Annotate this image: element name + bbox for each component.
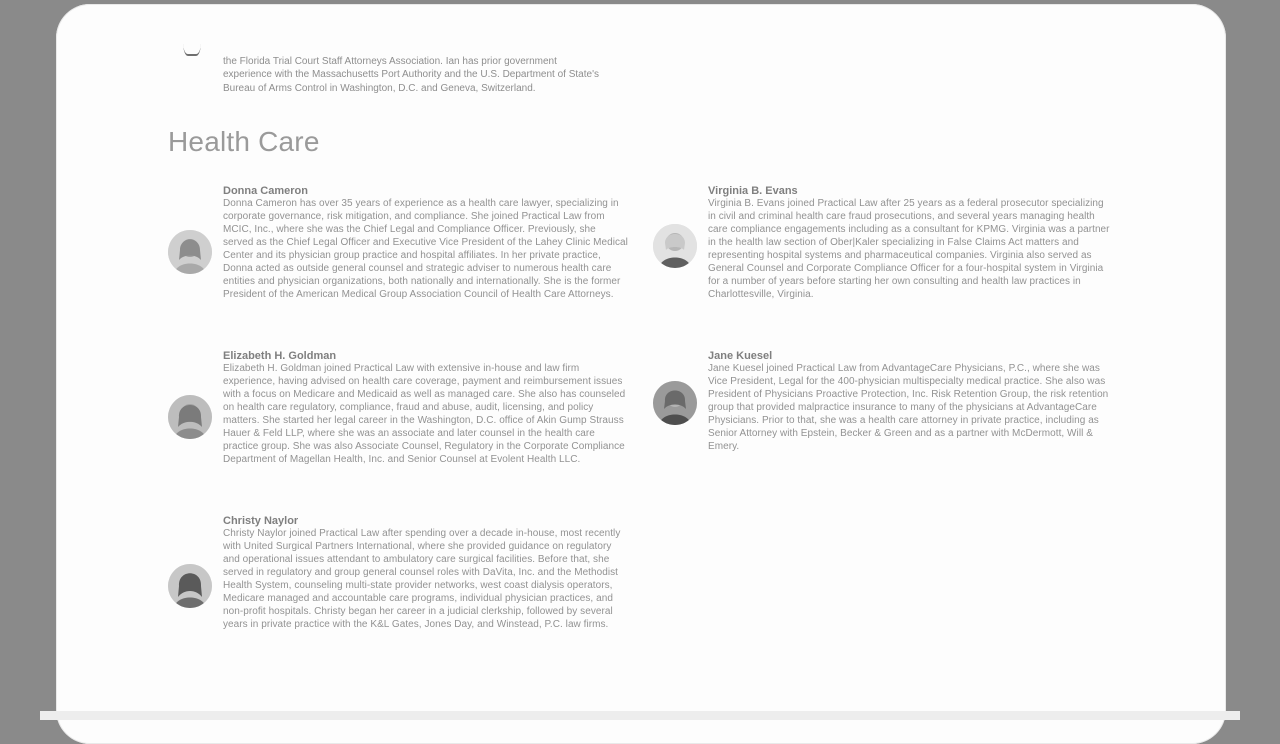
document-page	[56, 4, 1226, 744]
person-bio: Jane Kuesel joined Practical Law from AdvantageCare Physicians, P.C., where she was Vice President, Legal for the 400-physician multispecialty medical practice. She also was President of Physicians Proactive Protection, Inc. Risk Retention Group, the risk retention group that provided malpractice insurance to many of the physicians at AdvantageCare Physicians. Prior to that, she was a health care attorney in private practice, including as Senior Attorney with Epstein, Becker & Green and as a partner with McDermott, Will & Emery.	[708, 363, 1109, 452]
avatar	[168, 395, 212, 439]
previous-bio-fragment	[223, 55, 643, 95]
previous-bio-line: experience with the Massachusetts Port Authority and the U.S. Department of State's	[223, 69, 599, 81]
person-bio: Donna Cameron has over 35 years of experience as a health care lawyer, specializing in corporate governance, risk mitigation, and compliance. She joined Practical Law from MCIC, Inc., where she was the Chief Legal and Compliance Officer. Previously, she served as the Chief Legal Officer and Executive Vice President of the Lahey Clinic Medical Center and its physician group practice and hospital affiliates. In her private practice, Donna acted as outside general counsel and strategic adviser to numerous health care entities and physician organizations, both nationally and internationally. She is the former President of the American Medical Group Association Council of Health Care Attorneys.	[223, 198, 628, 300]
person-name: Elizabeth H. Goldman	[223, 350, 337, 362]
section-title: Health Care	[168, 126, 320, 157]
person-bio: Christy Naylor joined Practical Law after spending over a decade in-house, most recently with United Surgical Partners International, where she provided guidance on regulatory and operational issues attendant to ambulatory care surgical facilities. Before that, she served in regulatory and group general counsel roles with DaVita, Inc. and the Methodist Health System, counseling multi-state provider networks, west coast dialysis operators, Medicare managed and accountable care programs, individual physician practices, and non-profit hospitals. Christy began her career in a judicial clerkship, followed by several years in private practice with the K&L Gates, Jones Day, and Winstead, P.C. law firms.	[223, 528, 621, 630]
person-name: Jane Kuesel	[708, 350, 773, 362]
avatar	[168, 564, 212, 608]
person-name: Christy Naylor	[223, 515, 299, 527]
previous-bio-line: Bureau of Arms Control in Washington, D.C. and Geneva, Switzerland.	[223, 82, 536, 94]
person-bio: Elizabeth H. Goldman joined Practical Law with extensive in-house and law firm experience, having advised on health care coverage, payment and reimbursement issues with a focus on Medicare and Medicaid as well as managed care. She also has counseled on health care regulatory, compliance, fraud and abuse, audit, licensing, and policy matters. She started her legal career in the Washington, D.C. office of Akin Gump Strauss Hauer & Feld LLP, where she was an associate and later counsel in the health care practice group. She was also Associate Counsel, Regulatory in the Corporate Compliance Department of Magellan Health, Inc. and Senior Counsel at Evolent Health LLC.	[223, 363, 626, 465]
avatar	[653, 224, 697, 268]
person-name: Virginia B. Evans	[708, 185, 798, 197]
person-bio: Virginia B. Evans joined Practical Law after 25 years as a federal prosecutor specializing in civil and criminal health care fraud prosecutions, and several years managing health care compliance engagements including as a consultant for KPMG. Virginia was a partner in the health law section of Ober|Kaler specializing in False Claims Act matters and representing hospital systems and pharmaceutical companies. Virginia also served as General Counsel and Corporate Compliance Officer for a four-hospital system in Virginia for a number of years before starting her own consulting and health law practices in Charlottesville, Virginia.	[708, 198, 1110, 300]
avatar	[653, 381, 697, 425]
previous-avatar-edge	[183, 44, 201, 56]
avatar	[168, 230, 212, 274]
person-name: Donna Cameron	[223, 185, 308, 197]
page-bottom-edge	[40, 711, 1240, 720]
previous-bio-line: the Florida Trial Court Staff Attorneys Association. Ian has prior government	[223, 56, 557, 67]
